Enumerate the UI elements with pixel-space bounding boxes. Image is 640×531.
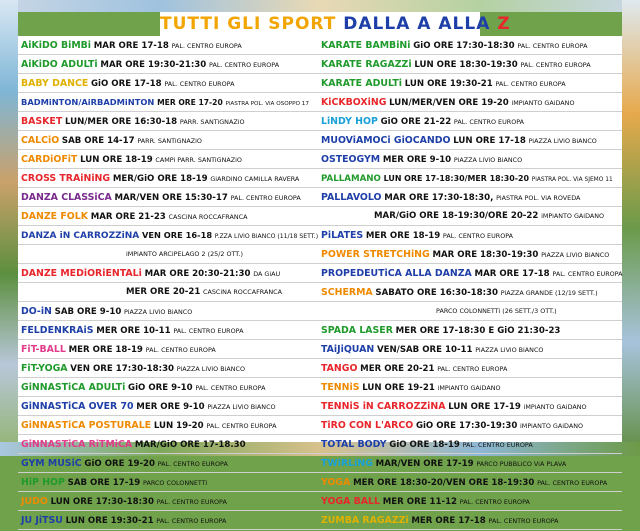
schedule-time: LUN ORE 17:30-18:30 — [50, 497, 154, 507]
venue: PAL. CENTRO EUROPA — [437, 365, 508, 373]
schedule-row — [18, 416, 318, 435]
schedule-time: GiO ORE 17:30-19:30 — [415, 421, 518, 431]
schedule-row — [18, 74, 318, 93]
schedule-time: LUN ORE 19:30-21 — [65, 516, 154, 526]
title-part-2: DALLA — [343, 14, 411, 34]
sport-name: KiCKBOXiNG — [321, 97, 387, 108]
schedule-row — [318, 397, 622, 416]
title-letter-z: Z — [497, 14, 511, 34]
schedule-time: LUN ORE 17-19 — [448, 402, 521, 412]
schedule-time: MER ORE 10-11 — [96, 326, 171, 336]
schedule-row — [318, 245, 622, 264]
sport-name: FELDENKRAiS — [21, 325, 94, 336]
venue: PARR. SANTiGNAZiO — [137, 137, 202, 145]
sport-name: TAiJiQUAN — [321, 344, 375, 355]
schedule-row — [318, 302, 622, 321]
schedule-row — [318, 473, 622, 492]
venue: PiASTRA POL. ViA OSOPPO 17 — [225, 101, 309, 107]
schedule-row — [318, 283, 622, 302]
schedule-row — [18, 435, 318, 454]
schedule-time: MER/GiO ORE 18-19 — [112, 174, 208, 184]
schedule-row — [318, 340, 622, 359]
venue: CASCiNA ROCCAFRANCA — [168, 213, 248, 221]
schedule-row — [18, 93, 318, 112]
venue: iMPiANTO GAiDANO — [541, 212, 605, 220]
sport-name: TENNiS iN CARROZZiNA — [321, 401, 446, 412]
venue: DA GiAU — [253, 270, 281, 278]
schedule-row — [318, 169, 622, 188]
sport-name: PALLAMANO — [321, 174, 381, 184]
schedule-row — [318, 264, 622, 283]
venue: PAL. CENTRO EUROPA — [495, 80, 566, 88]
sport-name: TENNiS — [321, 382, 360, 393]
schedule-time: MER ORE 20-21 — [126, 287, 201, 297]
schedule-row — [18, 188, 318, 207]
schedule-row — [18, 36, 318, 55]
venue: PAL. CENTRO EUROPA — [537, 479, 608, 487]
venue: PiASTRA POL. ViA ROVEDA — [496, 194, 581, 202]
venue: PARCO PUBBLiCO ViA PLAVA — [476, 460, 567, 468]
venue: PAL. CENTRO EUROPA — [442, 232, 514, 240]
sport-name: TANGO — [321, 363, 358, 374]
venue: PAL. CENTRO EUROPA — [209, 61, 280, 69]
schedule-row — [318, 36, 622, 55]
schedule-row — [18, 245, 318, 264]
schedule-time: MER ORE 18-19 — [68, 345, 143, 355]
schedule-time: MAR/GiO ORE 17-18.30 — [134, 440, 246, 450]
venue: PAL. CENTRO EUROPA — [145, 346, 216, 354]
sport-name: PROPEDEUTiCA ALLA DANZA — [321, 268, 472, 279]
sport-name: TOTAL BODY — [321, 439, 387, 450]
schedule-time: MER ORE 9-10 — [136, 402, 205, 412]
schedule-time: SAB ORE 17-19 — [67, 478, 141, 488]
schedule-time: VEN ORE 17:30-18:30 — [70, 364, 175, 374]
schedule-time: LUN ORE 19:30-21 — [404, 79, 493, 89]
schedule-row — [318, 226, 622, 245]
schedule-time: LUN ORE 18:30-19:30 — [414, 60, 518, 70]
sport-name: HiP HOP — [21, 477, 65, 488]
sport-name: DANZA CLASSiCA — [21, 192, 112, 203]
schedule-row — [318, 454, 622, 473]
schedule-time: MAR ORE 19:30-21:30 — [100, 60, 207, 70]
venue: iMPiANTO GAiDANO — [437, 384, 501, 392]
sport-name: SPADA LASER — [321, 325, 393, 336]
schedule-row — [18, 340, 318, 359]
sport-name: YOGA — [321, 477, 351, 488]
schedule-time: MAR ORE 21-23 — [90, 212, 166, 222]
sport-name: GiNNASTiCA OVER 70 — [21, 401, 134, 412]
schedule-row — [318, 207, 622, 226]
venue: PAL. CENTRO EUROPA — [164, 80, 235, 88]
sport-name: TWiRLiNG — [321, 458, 373, 469]
sport-name: POWER STRETCHiNG — [321, 249, 430, 260]
schedule-time: MER ORE 17-18 — [411, 516, 486, 526]
schedule-row — [18, 207, 318, 226]
venue: PiASTRA POL. ViA SJEMO 11 — [531, 177, 613, 183]
venue: PARCO COLONNETTi (26 SETT./3 OTT.) — [436, 307, 557, 315]
schedule-time: MER ORE 17-20 — [157, 98, 223, 107]
sport-name: TiRO CON L'ARCO — [321, 420, 414, 431]
title-part-1: TUTTI GLI SPORT — [160, 14, 337, 34]
schedule-time: MAR/GiO ORE 18-19:30/ORE 20-22 — [374, 211, 539, 221]
schedule-row — [318, 416, 622, 435]
schedule-row — [18, 397, 318, 416]
venue: PAL. CENTRO EUROPA — [488, 517, 559, 525]
schedule-time: LUN/MER ORE 16:30-18 — [64, 117, 178, 127]
venue: PiAZZA LiViO BiANCO — [124, 308, 193, 316]
schedule-row — [318, 359, 622, 378]
sport-name: KARATE ADULTi — [321, 78, 403, 89]
sport-name: GiNNASTiCA ADULTi — [21, 382, 126, 393]
sport-name: OSTEOGYM — [321, 154, 381, 165]
schedule-row — [18, 378, 318, 397]
schedule-time: GiO ORE 17-18 — [91, 79, 162, 89]
sport-name: BASKET — [21, 116, 63, 127]
sport-name: DANZA iN CARROZZiNA — [21, 231, 140, 241]
schedule-time: MER ORE 18:30-20/VEN ORE 18-19:30 — [353, 478, 535, 488]
venue: PARR. SANTiGNAZiO — [179, 118, 245, 126]
schedule-time: LUN ORE 17-18:30/MER 18:30-20 — [383, 174, 530, 183]
venue: iMPiANTO GAiDANO — [511, 99, 575, 107]
schedule-row — [318, 511, 622, 530]
sport-name: JUDO — [21, 496, 48, 507]
venue: PiAZZA LiViO BiANCO — [528, 137, 597, 145]
sport-name: DANZE MEDiORiENTALi — [21, 268, 142, 279]
venue: PAL. CENTRO EUROPA — [171, 42, 242, 50]
schedule-row — [318, 435, 622, 454]
venue: PAL. CENTRO EUROPA — [520, 61, 591, 69]
title-part-3: ALLA — [438, 14, 491, 34]
venue: iMPiANTO GAiDANO — [520, 422, 584, 430]
venue: GiARDiNO CAMiLLA RAVERA — [210, 175, 300, 183]
schedule-time: GiO ORE 19-20 — [84, 459, 155, 469]
schedule-time: MER ORE 17-18:30 E GiO 21:30-23 — [395, 326, 561, 336]
schedule-row — [318, 74, 622, 93]
schedule-row — [318, 188, 622, 207]
sport-name: FiT-YOGA — [21, 363, 68, 374]
schedule-time: LUN/MER/VEN ORE 19-20 — [389, 98, 509, 108]
schedule-row — [18, 302, 318, 321]
schedule-time: SABATO ORE 16:30-18:30 — [375, 288, 499, 298]
schedule-time: GiO ORE 17:30-18:30 — [413, 41, 515, 51]
sport-name: PALLAVOLO — [321, 192, 382, 203]
schedule-time: VEN/SAB ORE 10-11 — [376, 345, 473, 355]
venue: PAL. CENTRO EUROPA — [462, 441, 533, 449]
schedule-time: SAB ORE 14-17 — [61, 136, 135, 146]
schedule-row — [18, 359, 318, 378]
venue: P.ZZA LiViO BiANCO (11/18 SETT.) — [214, 233, 319, 240]
schedule-row — [318, 150, 622, 169]
sport-name: JU JiTSU — [21, 515, 63, 526]
venue: iMPiANTO GAiDANO — [523, 403, 587, 411]
sport-name: CROSS TRAiNiNG — [21, 173, 111, 184]
venue: PiAZZA LiViO BiANCO — [207, 403, 276, 411]
background-photo-top — [0, 0, 640, 12]
venue: PiAZZA LiViO BiANCO — [176, 365, 246, 373]
sport-name: KARATE RAGAZZi — [321, 59, 412, 70]
sport-name: GiNNASTiCA POSTURALE — [21, 420, 152, 431]
venue: PiAZZA GRANDE (12/19 SETT.) — [500, 289, 598, 297]
schedule-row — [18, 492, 318, 511]
schedule-column-left — [18, 36, 319, 526]
venue: PAL. CENTRO EUROPA — [195, 384, 266, 392]
sport-name: SCHERMA — [321, 287, 373, 298]
schedule-time: GiO ORE 9-10 — [128, 383, 193, 393]
schedule-row — [18, 473, 318, 492]
schedule-time: MAR ORE 20:30-21:30 — [144, 269, 251, 279]
schedule-column-right — [318, 36, 623, 526]
sport-name: ZUMBA RAGAZZi — [321, 515, 409, 526]
schedule-row — [318, 321, 622, 340]
sport-name: AiKiDO BiMBi — [21, 40, 92, 51]
schedule-time: LUN ORE 19-21 — [362, 383, 435, 393]
venue: PAL. CENTRO EUROPA — [173, 327, 244, 335]
sport-name: DO-iN — [21, 306, 52, 317]
venue: PiAZZA LiViO BiANCO — [475, 346, 544, 354]
venue: PiAZZA LiViO BiANCO — [541, 251, 610, 259]
venue: PAL. CENTRO EUROPA — [206, 422, 277, 430]
schedule-time: MAR ORE 17-18 — [474, 269, 550, 279]
schedule-time: VEN ORE 16-18 — [142, 230, 213, 240]
venue: PAL. CENTRO EUROPA — [157, 460, 228, 468]
schedule-time: GiO ORE 21-22 — [380, 117, 452, 127]
background-photo-right — [622, 0, 640, 456]
schedule-row — [18, 131, 318, 150]
sport-name: CALCiO — [21, 135, 60, 146]
title-letter-a: A — [417, 14, 432, 34]
schedule-time: SAB ORE 9-10 — [54, 307, 122, 317]
venue: PAL. CENTRO EUROPA — [552, 270, 623, 278]
schedule-row — [18, 226, 318, 245]
schedule-row — [18, 55, 318, 74]
sport-name: BABY DANCE — [21, 78, 89, 89]
venue: iMPiANTO ARCiPELAGO 2 (25/2 OTT.) — [126, 250, 243, 258]
sport-name: YOGA BALL — [321, 496, 380, 507]
page-title — [160, 12, 511, 39]
venue: CASCiNA ROCCAFRANCA — [203, 288, 282, 296]
venue: PiAZZA LiViO BiANCO — [453, 156, 523, 164]
venue: CAMPi PARR. SANTiGNAZiO — [155, 156, 242, 164]
sport-name: FiT-BALL — [21, 344, 66, 355]
schedule-row — [318, 378, 622, 397]
sport-name: AiKiDO ADULTi — [21, 59, 98, 70]
sport-name: LiNDY HOP — [321, 116, 378, 127]
sport-name: KARATE BAMBiNi — [321, 40, 411, 51]
venue: PARCO COLONNETTi — [143, 479, 208, 487]
schedule-time: MER ORE 9-10 — [382, 155, 452, 165]
schedule-time: LUN ORE 17-18 — [453, 136, 526, 146]
schedule-row — [18, 511, 318, 530]
schedule-row — [18, 454, 318, 473]
sport-name: PiLATES — [321, 230, 364, 241]
schedule-time: LUN ORE 18-19 — [80, 155, 153, 165]
schedule-time: GiO ORE 18-19 — [389, 440, 460, 450]
schedule-row — [18, 264, 318, 283]
sport-name: MUOViAMOCi GiOCANDO — [321, 135, 451, 146]
venue: PAL. CENTRO EUROPA — [453, 118, 525, 126]
schedule-row — [318, 131, 622, 150]
schedule-time: MER ORE 20-21 — [360, 364, 435, 374]
venue: PAL. CENTRO EUROPA — [517, 42, 588, 50]
schedule-row — [318, 55, 622, 74]
schedule-time: MER ORE 18-19 — [365, 231, 441, 241]
sport-name: GiNNASTiCA RiTMiCA — [21, 439, 133, 450]
sport-name: BADMiNTON/AiRBADMiNTON — [21, 97, 155, 107]
sport-name: CARDiOFiT — [21, 154, 78, 165]
schedule-time: MAR ORE 17:30-18:30, — [384, 193, 494, 203]
venue: PAL. CENTRO EUROPA — [156, 498, 227, 506]
venue: PAL. CENTRO EUROPA — [230, 194, 301, 202]
schedule-time: MER ORE 11-12 — [382, 497, 458, 507]
schedule-time: MAR/VEN ORE 17-19 — [375, 459, 474, 469]
schedule-time: MAR/VEN ORE 15:30-17 — [114, 193, 228, 203]
schedule-time: LUN 19-20 — [153, 421, 204, 431]
sport-name: DANZE FOLK — [21, 211, 88, 222]
schedule-row — [318, 492, 622, 511]
schedule-row — [18, 112, 318, 131]
venue: PAL. CENTRO EUROPA — [459, 498, 530, 506]
schedule-row — [318, 112, 622, 131]
schedule-row — [18, 169, 318, 188]
schedule-time: MAR ORE 17-18 — [93, 41, 169, 51]
venue: PAL. CENTRO EUROPA — [156, 517, 227, 525]
schedule-row — [318, 93, 622, 112]
sport-name: GYM MUSiC — [21, 458, 82, 469]
background-photo-left — [0, 0, 18, 456]
schedule-time: MAR ORE 18:30-19:30 — [432, 250, 539, 260]
schedule-row — [18, 150, 318, 169]
schedule-row — [18, 321, 318, 340]
schedule-row — [18, 283, 318, 302]
